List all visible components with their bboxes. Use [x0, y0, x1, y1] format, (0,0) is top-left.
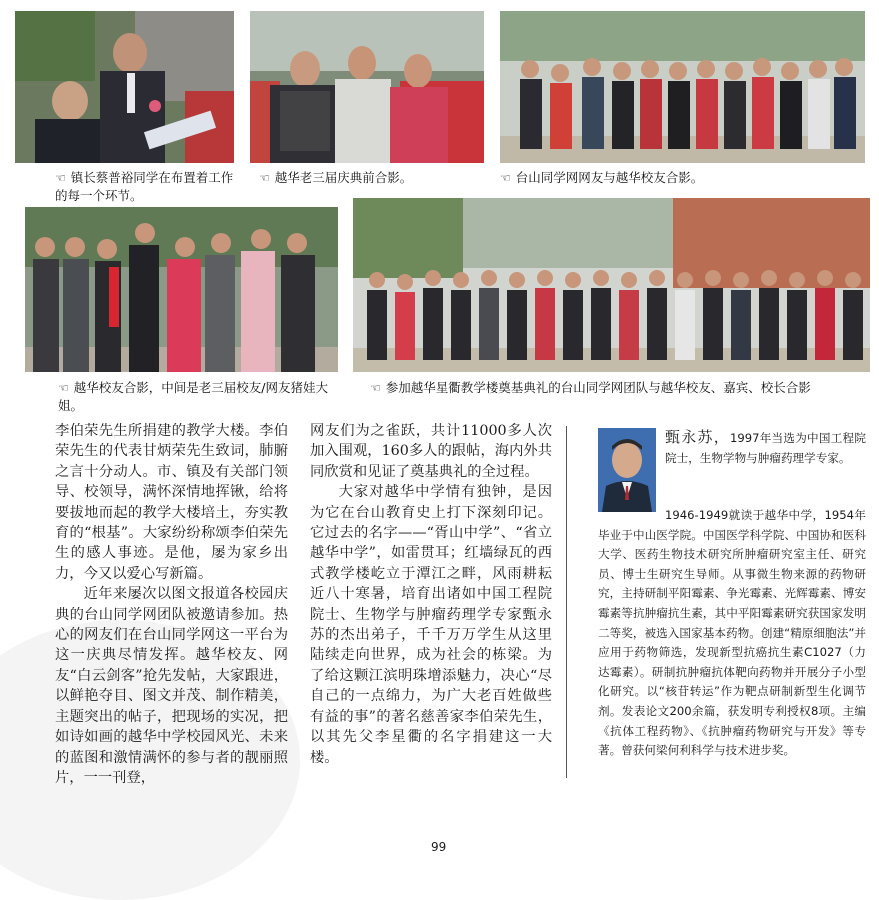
bio-name: 甄永苏，	[665, 428, 730, 446]
photo-groundbreaking-group	[353, 198, 870, 372]
photo-scene	[250, 11, 484, 163]
article-paragraph: 大家对越华中学情有独钟，是因为它在台山教育史上打下深刻印记。它过去的名字——“胥山中学”、“省立越华中学”，如雷贯耳；红墙绿瓦的西式教学楼屹立于潭江之畔，风雨耕耘近八十寒暑，培育出诸如中国工程院院士、生物学与肿瘤药理学专家甄永苏的杰出弟子，千千万万学生从这里陆续走向世界，成为社会的栋梁。为了给这颗江滨明珠增添魅力，决心“尽自己的一点绵力，为广大老百姓做些有益的事”的著名慈善家李伯荣先生，以其先父李星衢的名字捐建这一大楼。	[310, 484, 552, 766]
article-paragraph: 近年来屡次以图文报道各校园庆典的台山同学网团队被邀请参加。热心的网友们在台山同学网这一平台为这一庆典尽情发挥。越华校友、网友“白云剑客”抢先发帖，大家跟进，以鲜艳夺目、图文并茂、制作精美，主题突出的帖子，把现场的实况，把如诗如画的越华中学校园风光、未来的蓝图和激情满怀的参与者的靓丽照片，一一刊登，	[55, 586, 288, 786]
photo-caption: ☜ 台山同学网网友与越华校友合影。	[500, 170, 704, 185]
article-column-1	[55, 421, 288, 788]
photo-caption: ☜ 镇长蔡普裕同学在布置着工作的每一个环节。	[55, 170, 234, 203]
page-number: 99	[431, 840, 447, 854]
photo-group-netizens	[500, 11, 865, 163]
photo-caption: ☜ 越华老三届庆典前合影。	[259, 170, 413, 185]
article-paragraph: 网友们为之雀跃，共计11000多人次加入围观，160多人的跟帖，海内外共同欣赏和见证了奠基典礼的全过程。	[310, 423, 552, 480]
article-column-2	[310, 421, 552, 768]
pointing-hand-icon: ☜	[259, 171, 270, 185]
pointing-hand-icon: ☜	[370, 381, 381, 395]
photo-officials-planning	[15, 11, 234, 163]
photo-alumni-three-people	[250, 11, 484, 163]
photo-alumni-women-group	[25, 207, 338, 372]
pointing-hand-icon: ☜	[55, 171, 66, 185]
bio-intro: 1997年当选为中国工程院院士，生物学物与肿瘤药理学专家。	[665, 431, 866, 465]
photo-scene	[25, 207, 338, 372]
pointing-hand-icon: ☜	[58, 381, 69, 395]
photo-caption: ☜ 越华校友合影，中间是老三届校友/网友猪娃大姐。	[58, 380, 328, 413]
photo-caption: ☜ 参加越华星衢教学楼奠基典礼的台山同学网团队与越华校友、嘉宾、校长合影	[370, 380, 811, 395]
bio-body: 1946-1949就读于越华中学，1954年毕业于中山医学院。中国医学科学院、中国协和医科大学、医药生物技术研究所肿瘤研究室主任、研究员、博士生研究生导师。从事微生物来源的药物研究，主持研制平阳霉素、争光霉素、光辉霉素、博安霉素等抗肿瘤抗生素，其中平阳霉素研究获国家发明二等奖，被选入国家基本药物。创建“精原细胞法”并应用于药物筛选，发现新型抗癌抗生素C1027（力达霉素）。研制抗肿瘤抗体靶向药物并开展分子小型化研究。以“核苷转运”作为靶点研制新型生化调节剂。发表论文200余篇，获发明专利授权8项。主编《抗体工程药物》、《抗肿瘤药物研究与开发》等专著。曾获何梁何利科学与技术进步奖。	[598, 508, 866, 758]
pointing-hand-icon: ☜	[500, 171, 511, 185]
column-divider	[566, 426, 567, 778]
article-paragraph: 李伯荣先生所捐建的教学大楼。李伯荣先生的代表甘炳荣先生致词，肺腑之言十分动人。市、镇及有关部门领导、校领导，满怀深情地挥锹，给将要拔地而起的教学大楼培土，夯实教育的“根基”。大家纷纷称颂李伯荣先生的感人事迹。是他，屡为家乡出力，今又以爱心写新篇。	[55, 423, 288, 582]
photo-scene	[353, 198, 870, 372]
photo-scene	[15, 11, 234, 163]
biography	[598, 428, 866, 761]
photo-scene	[500, 11, 865, 163]
